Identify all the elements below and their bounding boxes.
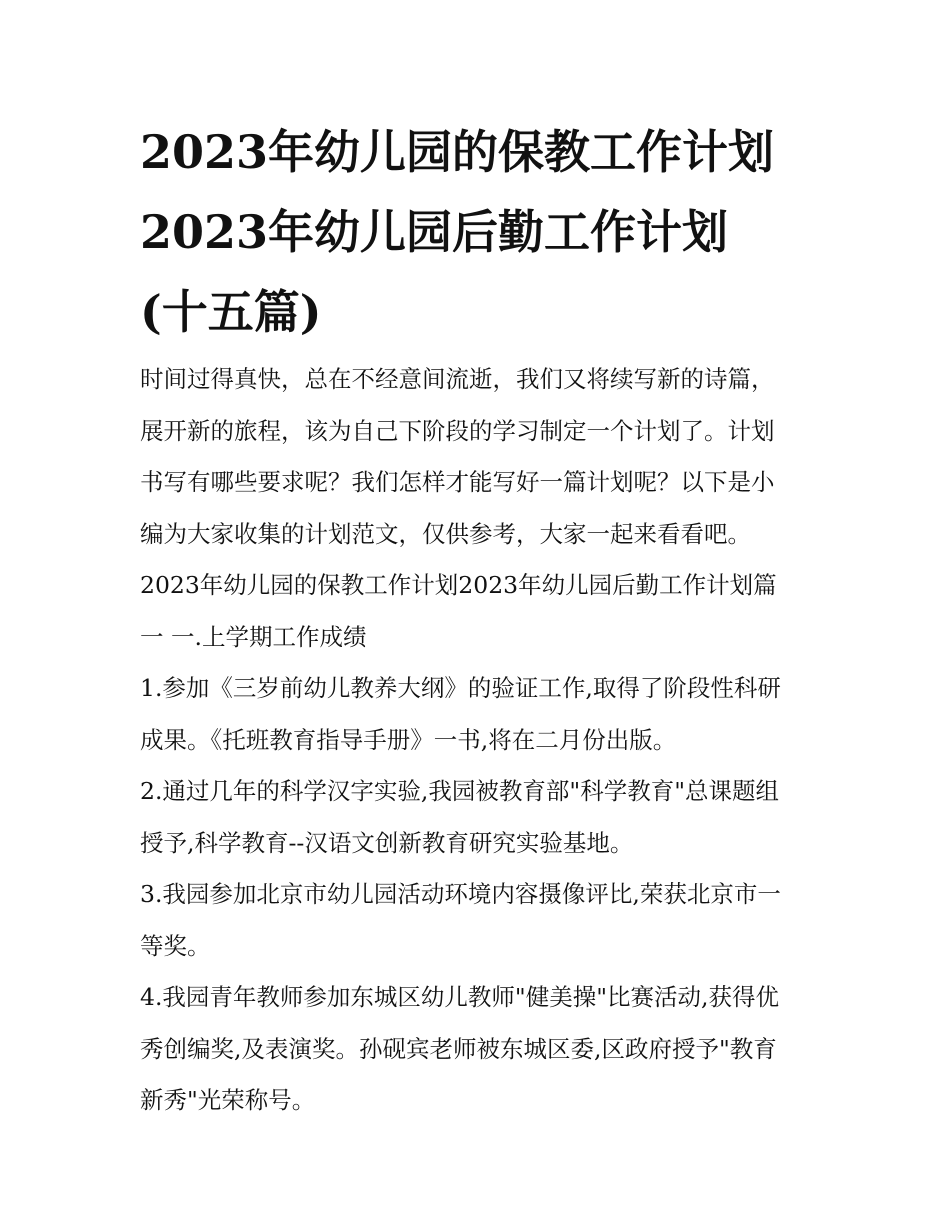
text-line: 一 一.上学期工作成绩: [140, 622, 367, 651]
list-item-4: [140, 972, 820, 1127]
text-line: 书写有哪些要求呢？我们怎样才能写好一篇计划呢？以下是小: [140, 468, 775, 496]
title-line: 2023年幼儿园的保教工作计划: [140, 125, 775, 179]
intro-paragraph: [140, 354, 820, 560]
text-line: 授予,科学教育--汉语文创新教育研究实验基地。: [140, 828, 634, 857]
list-item-3: [140, 869, 820, 972]
document-title: [140, 112, 820, 352]
document-body: [140, 354, 820, 1127]
text-line: 时间过得真快，总在不经意间流逝，我们又将续写新的诗篇，: [140, 365, 775, 393]
text-line: 2.通过几年的科学汉字实验,我园被教育部"科学教育"总课题组: [140, 777, 780, 805]
text-line: 展开新的旅程，该为自己下阶段的学习制定一个计划了。计划: [140, 416, 775, 445]
text-line: 编为大家收集的计划范文，仅供参考，大家一起来看看吧。: [140, 519, 751, 548]
text-line: 4.我园青年教师参加东城区幼儿教师"健美操"比赛活动,获得优: [140, 983, 780, 1011]
text-line: 成果。《托班教育指导手册》一书,将在二月份出版。: [140, 725, 677, 754]
text-line: 3.我园参加北京市幼儿园活动环境内容摄像评比,荣获北京市一: [140, 880, 781, 908]
text-line: 秀创编奖,及表演奖。孙砚宾老师被东城区委,区政府授予"教育: [140, 1034, 777, 1063]
title-line: 2023年幼儿园后勤工作计划: [140, 205, 729, 259]
text-line: 等奖。: [140, 931, 211, 960]
text-line: 1.参加《三岁前幼儿教养大纲》的验证工作,取得了阶段性科研: [140, 674, 781, 702]
section-heading-paragraph: [140, 560, 820, 663]
list-item-2: [140, 766, 820, 869]
title-line: (十五篇): [140, 285, 322, 339]
list-item-1: [140, 663, 820, 766]
text-line: 2023年幼儿园的保教工作计划2023年幼儿园后勤工作计划篇: [140, 571, 777, 599]
document-page: [140, 112, 820, 1127]
text-line: 新秀"光荣称号。: [140, 1086, 316, 1114]
